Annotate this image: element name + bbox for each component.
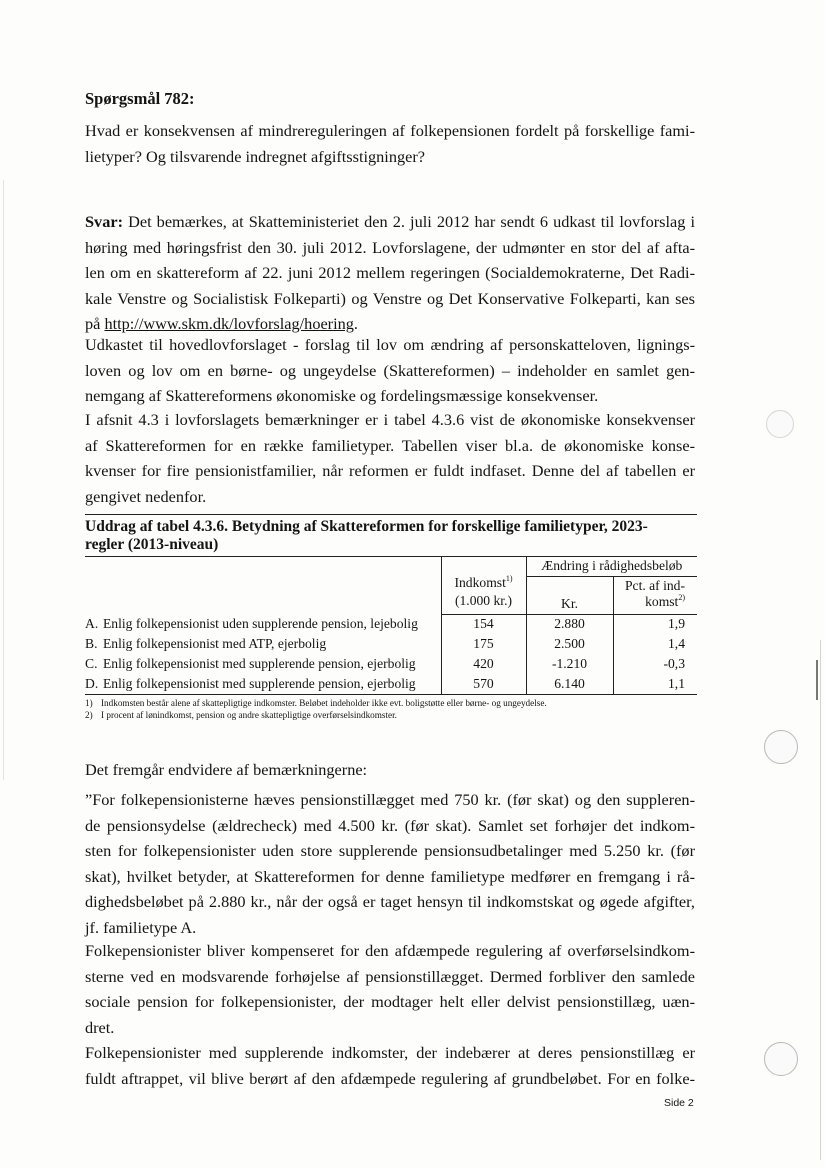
- paragraph-line: de pensionsydelse (ældrecheck) med 4.500 kr. (før skat). Samlet set forhøjer det indkom-: [85, 815, 695, 835]
- income-header-text: Indkomst: [454, 575, 506, 591]
- punch-hole-mark: [764, 1042, 798, 1076]
- scan-edge-line: [820, 640, 821, 1160]
- footnote-ref: 2): [678, 592, 685, 602]
- paragraph-fremgaar: [85, 757, 695, 783]
- question-heading: Spørgsmål 782:: [85, 89, 195, 108]
- footnote: [85, 697, 697, 709]
- income-column-header: [441, 557, 526, 614]
- footnote-number: 1): [85, 697, 93, 708]
- paragraph-line: Det fremgår endvidere af bemærkningerne:: [85, 760, 368, 779]
- paragraph-line: I afsnit 4.3 i lovforslagets bemærkninger er i tabel 4.3.6 vist de økonomiske konsekvenser: [85, 410, 695, 429]
- answer-line: kale Venstre og Socialistisk Folkeparti) og Venstre og Det Konservative Folkeparti, kan ses: [85, 288, 695, 308]
- pct-column-header: [613, 576, 697, 614]
- table-row: [85, 674, 697, 694]
- paragraph-line: Udkastet til hovedlovforslaget - forslag til lov om ændring af personskatteloven, lignings-: [85, 335, 695, 354]
- footnote: [85, 709, 697, 721]
- pct-cell: -0,3: [613, 654, 697, 674]
- paragraph-line: jf. familietype A.: [85, 917, 197, 937]
- paragraph-hovedlovforslag: [85, 332, 695, 409]
- table-row: [85, 654, 697, 674]
- row-letter: A.: [85, 616, 99, 631]
- footnote-text: Indkomsten består alene af skattepligtige indkomster. Beløbet indeholder ikke evt. boligstøtte eller børne- og ungeydelse.: [101, 697, 547, 708]
- paragraph-line: Folkepensionister med supplerende indkomster, der indebærer at deres pensionstillæg er: [85, 1043, 695, 1062]
- row-label: Enlig folkepensionist med supplerende pension, ejerbolig: [103, 656, 416, 671]
- footnote-number: 2): [85, 709, 93, 720]
- group-header: Ændring i rådighedsbeløb: [526, 557, 697, 576]
- punch-hole-mark: [766, 410, 794, 438]
- paragraph-line: dighedsbeløbet på 2.880 kr., når der også er taget hensyn til indkomstskat og øgede afgifter,: [85, 892, 695, 911]
- answer-label: Svar:: [85, 212, 123, 231]
- row-letter: B.: [85, 636, 98, 651]
- paragraph-line: kvenser for fire pensionistfamilier, når reformen er fuldt indfaset. Denne del af tabellen er: [85, 461, 695, 480]
- question-text: [85, 118, 695, 169]
- row-label: Enlig folkepensionist med supplerende pension, ejerbolig: [103, 675, 416, 691]
- paragraph-line: sterne ved en modsvarende forhøjelse af pensionstillægget. Dermed forbliver den samlede: [85, 966, 695, 986]
- income-header-unit: (1.000 kr.): [454, 593, 512, 609]
- row-letter: C.: [85, 656, 98, 671]
- question-line: Hvad er konsekvensen af mindrereguleringen af folkepensionen fordelt på forskellige fami-: [85, 121, 695, 140]
- paragraph-afsnit-4-3: [85, 407, 695, 509]
- pct-header-text: Pct. af ind-: [624, 577, 685, 593]
- paragraph-line: fuldt aftrappet, vil blive berørt af den afdæmpede regulering af grundbeløbet. For en folke-: [85, 1068, 695, 1088]
- scan-edge-mark: [816, 660, 818, 700]
- punch-hole-mark: [764, 730, 798, 764]
- answer-link-suffix: .: [353, 314, 358, 333]
- table-header-blank: [85, 557, 441, 614]
- answer-line: len om en skattereform af 22. juni 2012 mellem regeringen (Socialdemokraterne, Det Radi-: [85, 263, 695, 282]
- pct-cell: 1,4: [613, 634, 697, 654]
- income-cell: 154: [441, 614, 526, 634]
- income-cell: 420: [441, 654, 526, 674]
- table-title: [85, 514, 697, 557]
- table-title-line: regler (2013-niveau): [85, 536, 219, 553]
- kr-cell: 2.880: [554, 616, 585, 632]
- income-cell: 175: [441, 634, 526, 654]
- paragraph-line: loven og lov om en børne- og ungeydelse (Skattereformen) – indeholder en samlet gen-: [85, 360, 695, 380]
- paragraph-line: af Skattereformen for en række familietyper. Tabellen viser bl.a. de økonomiske konse-: [85, 435, 695, 455]
- paragraph-line: gengivet nedenfor.: [85, 486, 207, 506]
- answer-link-prefix: på: [85, 314, 105, 333]
- family-type-table: [85, 557, 697, 695]
- paragraph-line: sociale pension for folkepensionister, der modtager helt eller delvist pensionstillæg, uæn-: [85, 992, 695, 1011]
- answer-paragraph: [85, 209, 695, 337]
- paragraph-line: ”For folkepensionisterne hæves pensionstillægget med 750 kr. (før skat) og den suppleren-: [85, 790, 695, 809]
- pct-header-text: komst: [645, 593, 679, 609]
- row-letter: D.: [85, 675, 99, 691]
- paragraph-kompenseret: [85, 938, 695, 1040]
- row-label: Enlig folkepensionist uden supplerende pension, lejebolig: [103, 616, 418, 631]
- footnote-ref: 1): [505, 574, 513, 584]
- paragraph-line: skat), hvilket betyder, at Skattereformen for denne familietype medfører en fremgang i rå-: [85, 866, 695, 886]
- page-number: Side 2: [664, 1097, 694, 1109]
- table-footnotes: [85, 697, 697, 721]
- table-row: [85, 614, 697, 634]
- table-excerpt: [85, 514, 697, 721]
- footnote-text: I procent af lønindkomst, pension og andre skattepligtige overførselsindkomster.: [101, 709, 397, 720]
- income-cell: 570: [441, 674, 526, 694]
- pct-cell: 1,1: [613, 674, 697, 694]
- paragraph-line: Folkepensionister bliver kompenseret for den afdæmpede regulering af overførselsindkom-: [85, 941, 695, 960]
- question-line: lietyper? Og tilsvarende indregnet afgiftsstigninger?: [85, 146, 425, 166]
- answer-line: høring med høringsfrist den 30. juli 2012. Lovforslagene, der udmønter en stor del af afta-: [85, 237, 695, 257]
- row-label: Enlig folkepensionist med ATP, ejerbolig: [103, 636, 327, 651]
- paragraph-line: nemgang af Skattereformens økonomiske og fordelingsmæssige konsekvenser.: [85, 386, 599, 405]
- table-title-line: Uddrag af tabel 4.3.6. Betydning af Skattereformen for forskellige familietyper, 2023-: [85, 518, 648, 535]
- paragraph-supplerende: [85, 1040, 695, 1091]
- pct-cell: 1,9: [613, 614, 697, 634]
- kr-cell: 6.140: [526, 674, 613, 694]
- scan-edge-line: [3, 180, 4, 780]
- paragraph-quote: [85, 787, 695, 940]
- hoering-link[interactable]: http://www.skm.dk/lovforslag/hoering: [104, 314, 354, 333]
- table-row: [85, 634, 697, 654]
- kr-column-header: Kr.: [526, 576, 613, 614]
- answer-first-line-text: Det bemærkes, at Skatteministeriet den 2. juli 2012 har sendt 6 udkast til lovforslag i: [122, 212, 695, 231]
- kr-cell: 2.500: [554, 636, 585, 651]
- paragraph-line: sten for folkepensionister uden store supplerende pensionsudbetalinger med 5.250 kr. (før: [85, 841, 695, 860]
- answer-first-line: [85, 209, 695, 235]
- paragraph-line: dret.: [85, 1017, 115, 1037]
- kr-cell: -1.210: [551, 656, 588, 671]
